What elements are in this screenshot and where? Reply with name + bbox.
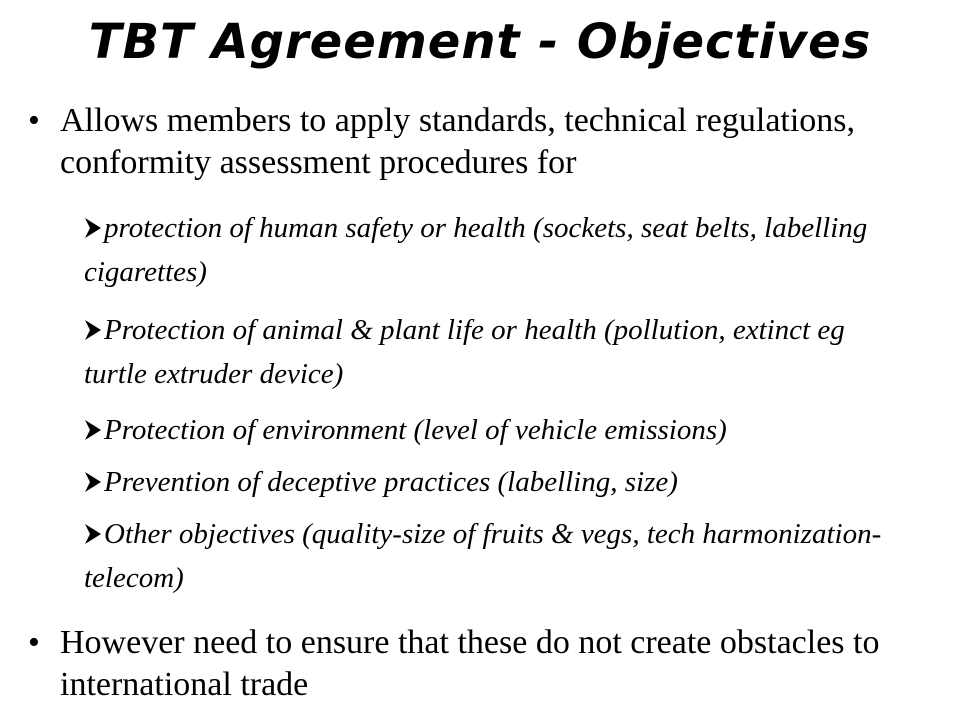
sub-item [84,308,914,396]
sub-item-text: Protection of animal & plant life or health (pollution, extinct eg turtle extruder device) [84,314,845,390]
arrowhead-bullet-icon [84,217,102,239]
bullet-marker: • [28,624,40,661]
sub-item [84,408,914,452]
sub-item-text: Other objectives (quality-size of fruits & vegs, tech harmonization-telecom) [84,518,882,594]
bullet-text: Allows members to apply standards, technical regulations, conformity assessment procedures for [60,102,856,181]
bullet-item [28,622,918,706]
arrowhead-bullet-icon [84,471,102,493]
bullet-text: However need to ensure that these do not create obstacles to international trade [60,624,880,703]
arrowhead-bullet-icon [84,523,102,545]
bullet-item [28,100,918,184]
arrowhead-bullet-icon [84,419,102,441]
slide-title: TBT Agreement - Objectives [88,14,872,70]
sub-item [84,206,914,294]
arrowhead-bullet-icon [84,319,102,341]
sub-item [84,512,914,600]
sub-item-text: Protection of environment (level of vehicle emissions) [104,414,727,446]
sub-item-text: protection of human safety or health (sockets, seat belts, labelling cigarettes) [84,212,868,288]
bullet-marker: • [28,102,40,139]
sub-item-text: Prevention of deceptive practices (labelling, size) [104,466,678,498]
sub-item [84,460,914,504]
